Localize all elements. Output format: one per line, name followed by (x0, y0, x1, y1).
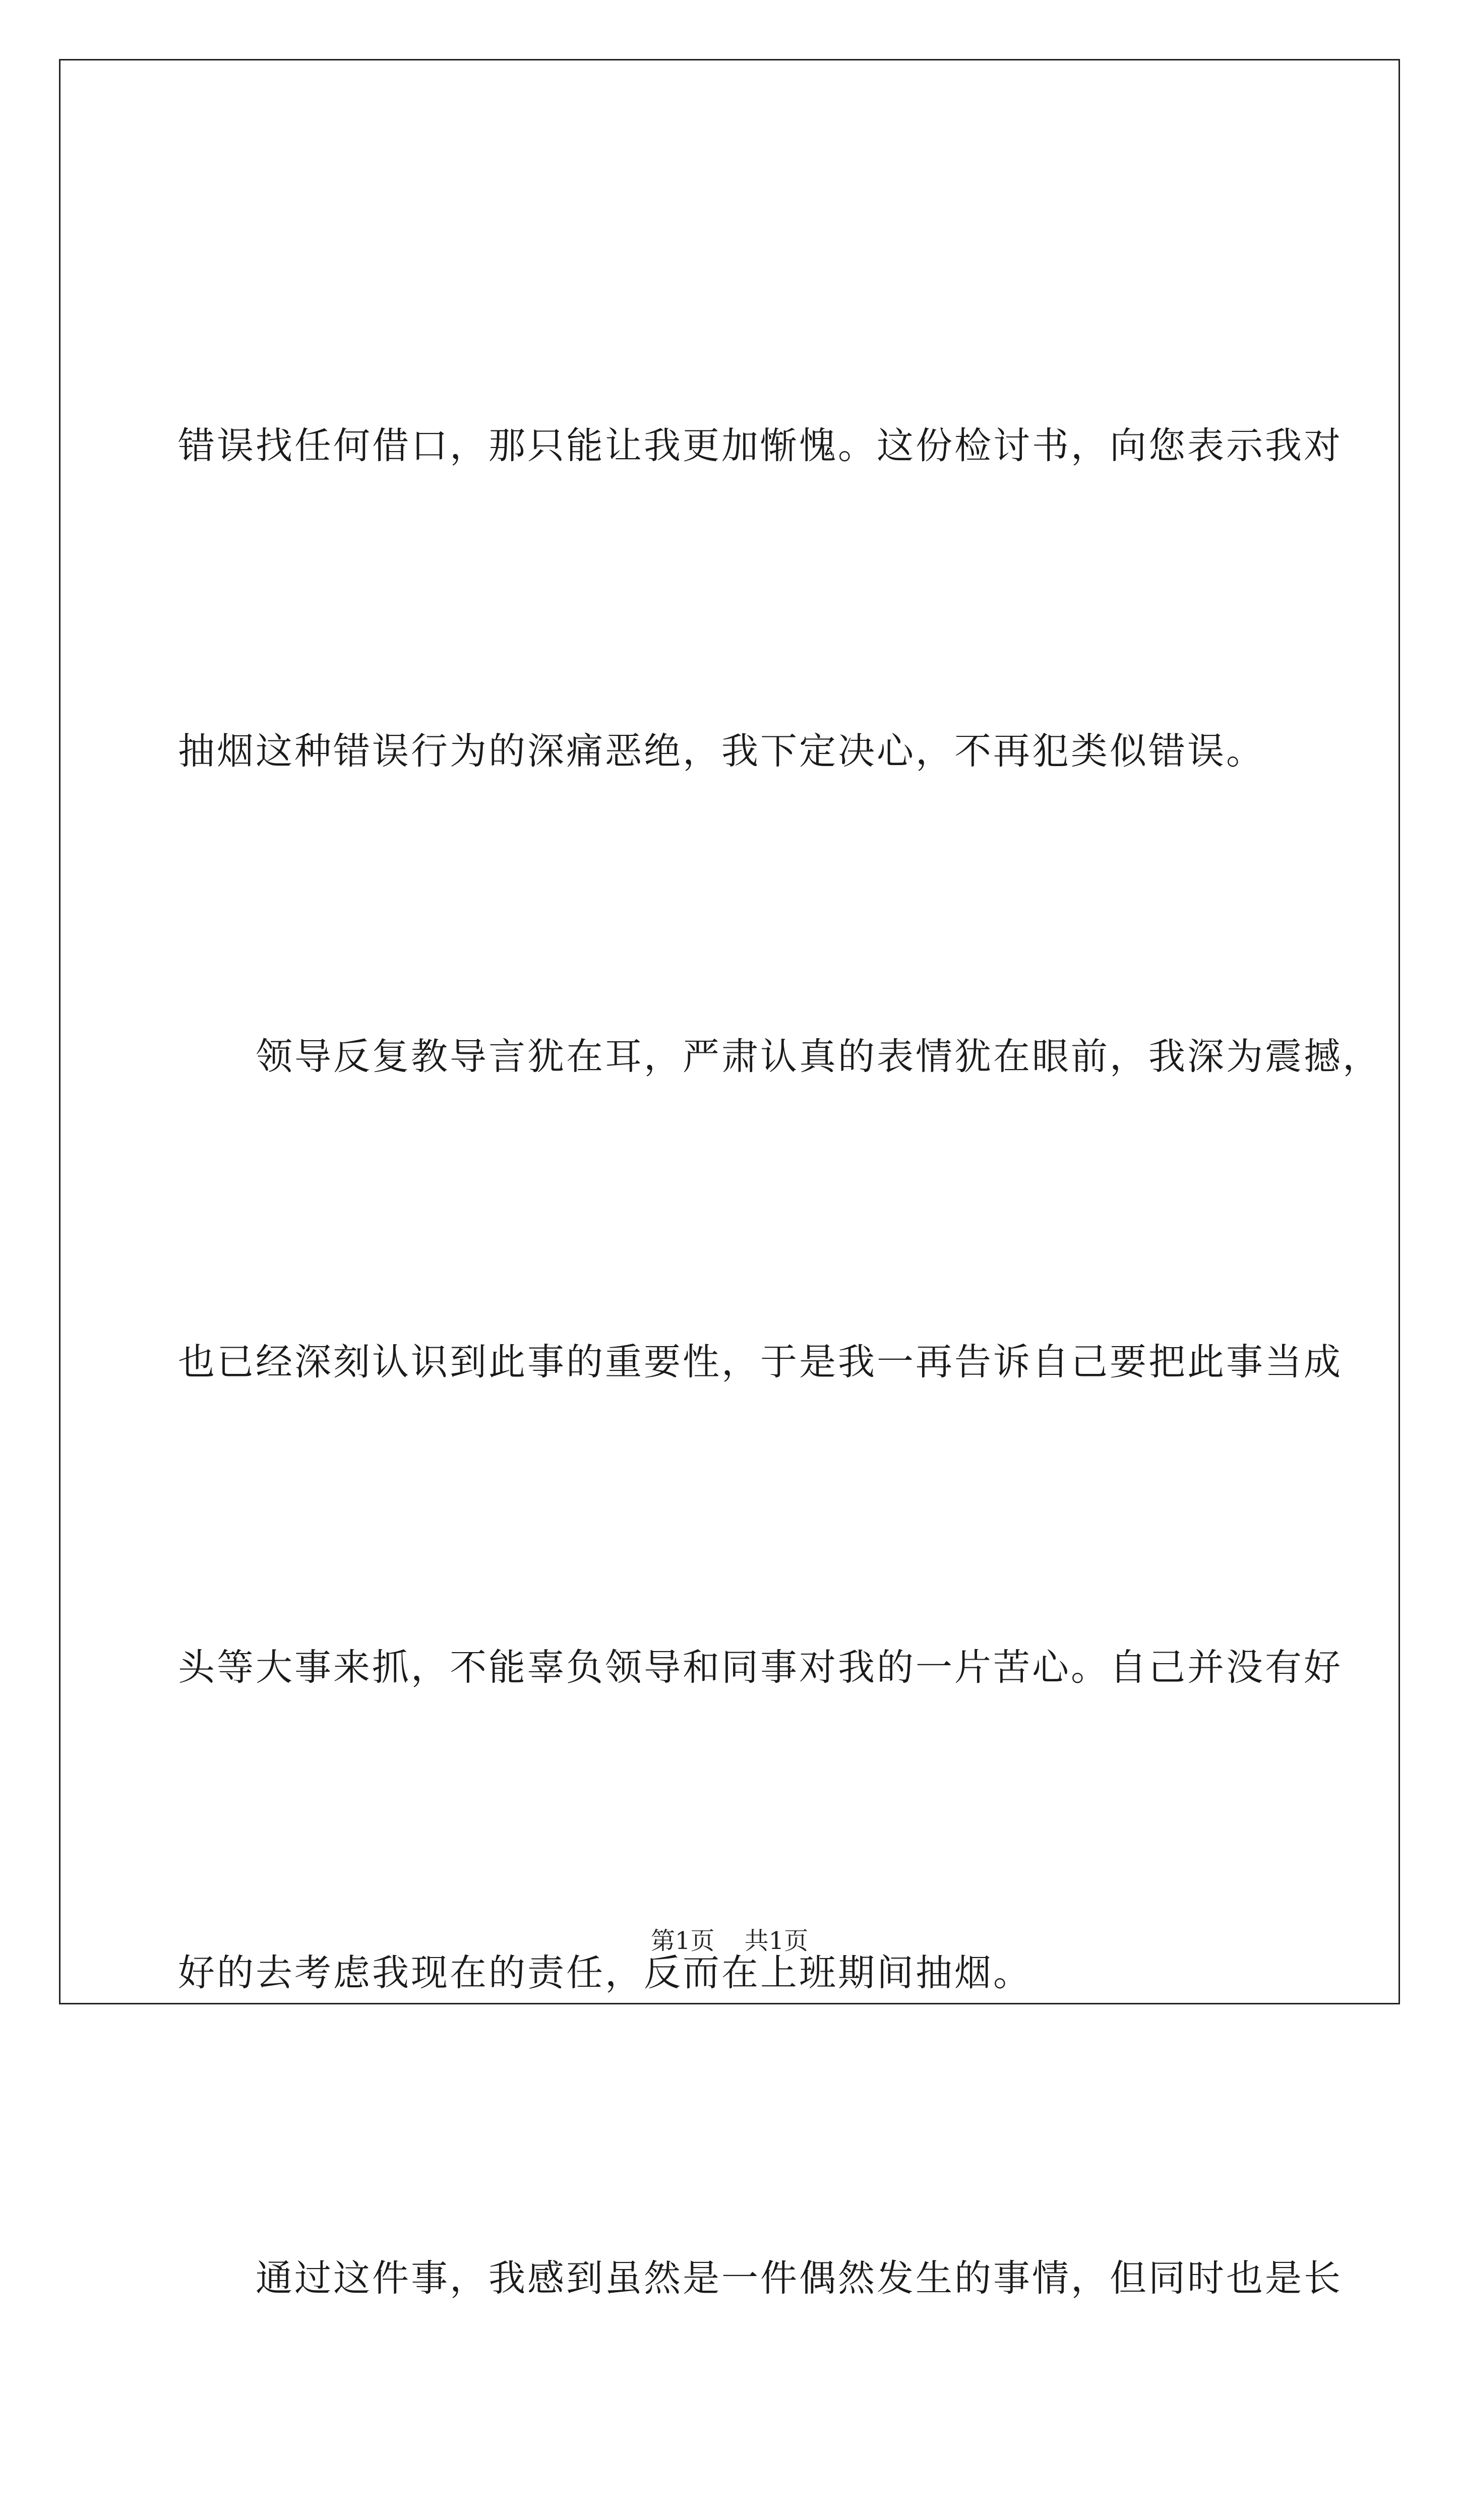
text-line: 通过这件事，我感到虽然是一件偶然发生的事情，但同时也是长 (256, 2257, 1343, 2300)
body-text (178, 192, 1381, 2520)
text-line: 抽烟这种错误行为的深痛恶绝，我下定决心，不再犯类似错误。 (178, 730, 1265, 773)
text-line: 错误找任何借口，那只能让我更加惭愧。这份检讨书，向您表示我对 (178, 424, 1343, 467)
page-number-total: 共1页 (744, 1927, 809, 1955)
page-number-current: 第1页 (650, 1927, 715, 1955)
text-line: 领导反复教导言犹在耳，严肃认真的表情犹在眼前，我深为震撼， (256, 1035, 1381, 1078)
text-line: 头等大事来抓，不能辜负领导和同事对我的一片苦心。自己并没有好 (178, 1646, 1343, 1689)
document-body (178, 192, 1381, 2520)
text-line: 好的去考虑我现在的责任，反而在上班期间抽烟。 (178, 1951, 1032, 1994)
text-line: 也已经深刻认识到此事的重要性，于是我一再告诉自己要把此事当成 (178, 1341, 1343, 1383)
page-footer (0, 1921, 1459, 1956)
